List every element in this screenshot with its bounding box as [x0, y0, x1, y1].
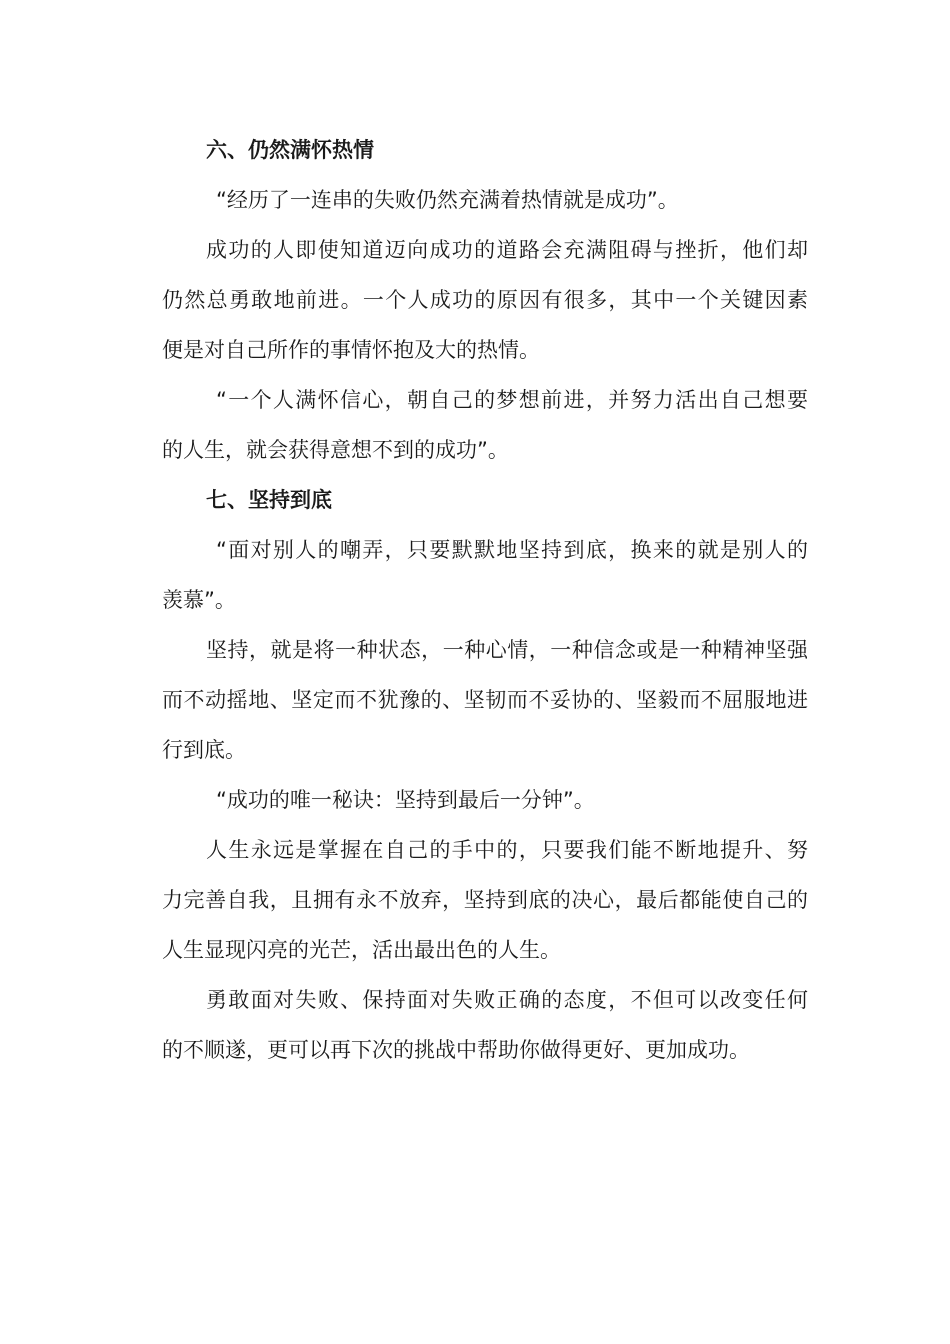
paragraph-line: 成功的人即使知道迈向成功的道路会充满阻碍与挫折，他们却 [206, 238, 808, 262]
paragraph-line: 的不顺遂，更可以再下次的挑战中帮助你做得更好、更加成功。 [162, 1038, 750, 1062]
quote-line: “面对别人的嘲弄，只要默默地坚持到底，换来的就是别人的 [216, 538, 808, 562]
section-heading-six: 六、仍然满怀热情 [206, 138, 374, 162]
paragraph-line: 行到底。 [162, 738, 246, 762]
paragraph-line: 仍然总勇敢地前进。一个人成功的原因有很多，其中一个关键因素 [162, 288, 808, 312]
paragraph-line: 力完善自我，且拥有永不放弃，坚持到底的决心，最后都能使自己的 [162, 888, 808, 912]
paragraph-line: 而不动摇地、坚定而不犹豫的、坚韧而不妥协的、坚毅而不屈服地进 [162, 688, 808, 712]
paragraph-line: 勇敢面对失败、保持面对失败正确的态度，不但可以改变任何 [206, 988, 808, 1012]
quote-line: “成功的唯一秘诀：坚持到最后一分钟”。 [216, 788, 595, 812]
quote-line: “经历了一连串的失败仍然充满着热情就是成功”。 [216, 188, 679, 212]
document-body [162, 125, 808, 1075]
paragraph-line: 坚持，就是将一种状态，一种心情，一种信念或是一种精神坚强 [206, 638, 808, 662]
quote-line: “一个人满怀信心，朝自己的梦想前进，并努力活出自己想要 [216, 388, 808, 412]
paragraph-line: 便是对自己所作的事情怀抱及大的热情。 [162, 338, 540, 362]
paragraph-line: 人生显现闪亮的光芒，活出最出色的人生。 [162, 938, 561, 962]
quote-line: 的人生，就会获得意想不到的成功”。 [162, 438, 509, 462]
quote-line: 羡慕”。 [162, 588, 236, 612]
paragraph-line: 人生永远是掌握在自己的手中的，只要我们能不断地提升、努 [206, 838, 808, 862]
section-heading-seven: 七、坚持到底 [206, 488, 332, 512]
